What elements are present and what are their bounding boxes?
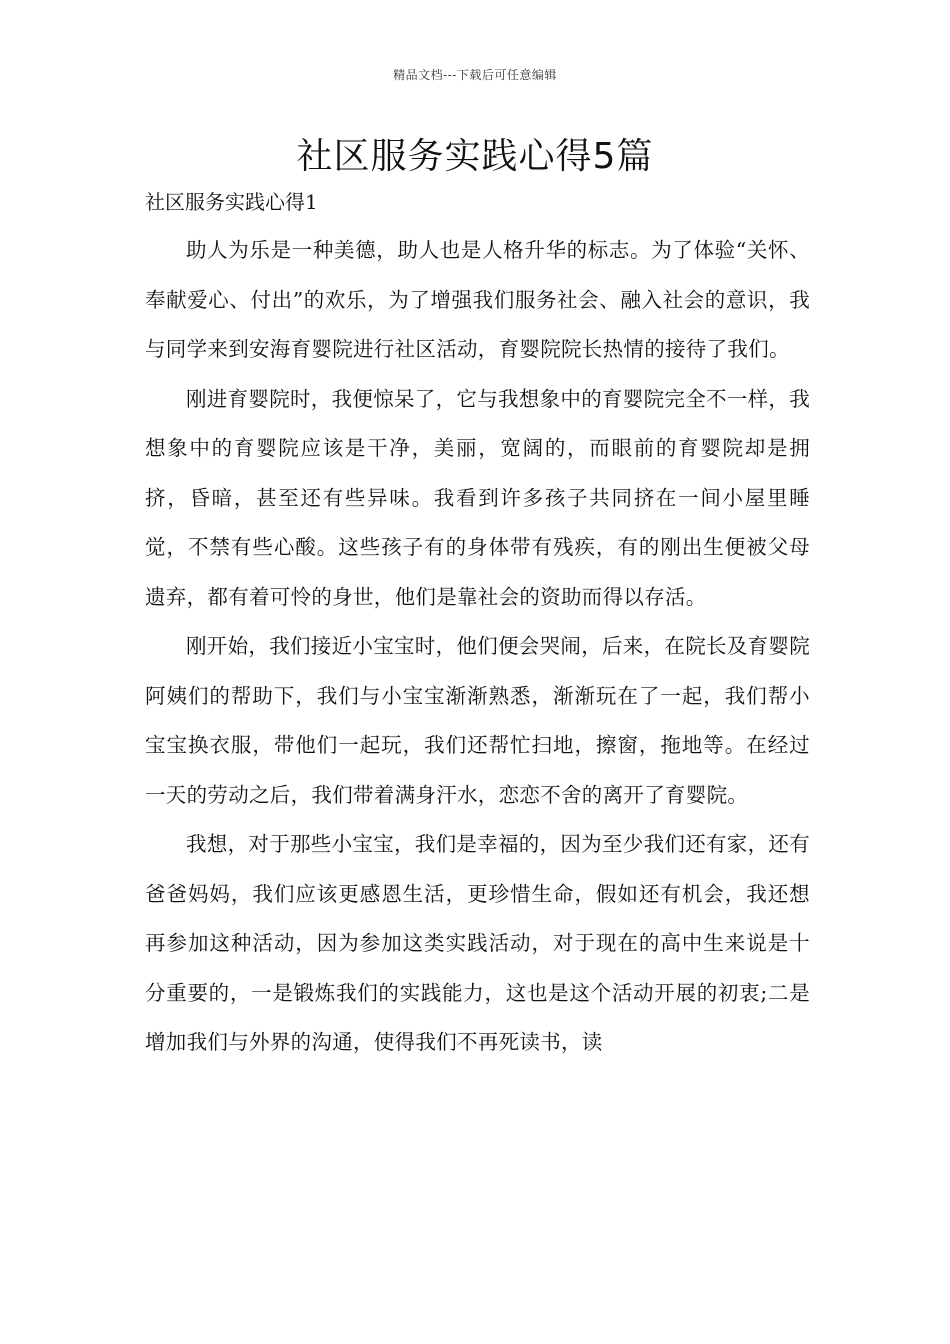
paragraph: 我想，对于那些小宝宝，我们是幸福的，因为至少我们还有家，还有爸爸妈妈，我们应该更感恩生活，更珍惜生命，假如还有机会，我还想再参加这种活动，因为参加这类实践活动，对于现在的高中生来说是十分重要的，一是锻炼我们的实践能力，这也是这个活动开展的初衷;二是增加我们与外界的沟通，使得我们不再死读书，读 [145,832,810,1054]
paragraph: 刚开始，我们接近小宝宝时，他们便会哭闹，后来，在院长及育婴院阿姨们的帮助下，我们与小宝宝渐渐熟悉，渐渐玩在了一起，我们帮小宝宝换衣服，带他们一起玩，我们还帮忙扫地，擦窗，拖地等。在经过一天的劳动之后，我们带着满身汗水，恋恋不舍的离开了育婴院。 [145,634,810,807]
header-note: 精品文档---下载后可任意编辑 [393,68,557,82]
document-title: 社区服务实践心得5篇 [296,136,654,177]
body-text [145,226,810,1068]
paragraph: 刚进育婴院时，我便惊呆了，它与我想象中的育婴院完全不一样，我想象中的育婴院应该是干净，美丽，宽阔的，而眼前的育婴院却是拥挤，昏暗，甚至还有些异味。我看到许多孩子共同挤在一间小屋里睡觉，不禁有些心酸。这些孩子有的身体带有残疾，有的刚出生便被父母遗弃，都有着可怜的身世，他们是靠社会的资助而得以存活。 [145,386,810,609]
paragraph: 助人为乐是一种美德，助人也是人格升华的标志。为了体验“关怀、奉献爱心、付出”的欢乐，为了增强我们服务社会、融入社会的意识，我与同学来到安海育婴院进行社区活动，育婴院院长热情的接待了我们。 [145,238,810,361]
section-heading: 社区服务实践心得1 [145,190,318,214]
